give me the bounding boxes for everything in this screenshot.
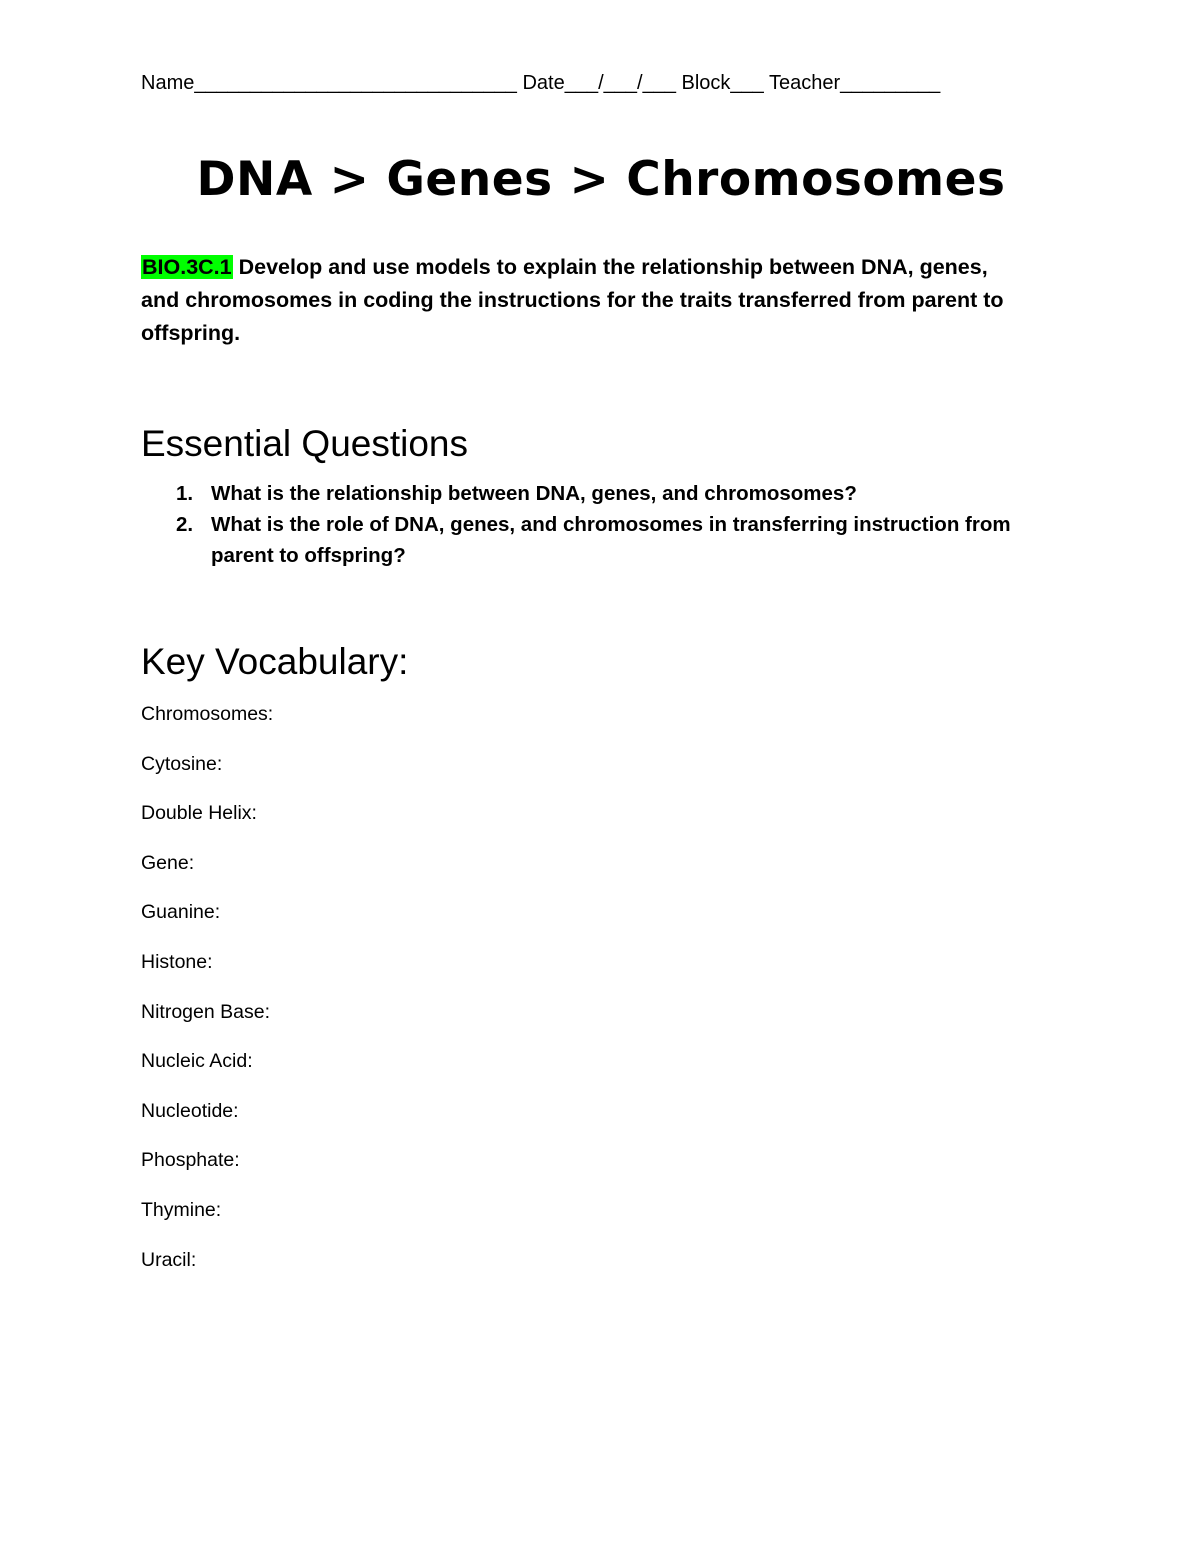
question-item: [141, 509, 1041, 571]
question-text: What is the relationship between DNA, genes, and chromosomes?: [211, 482, 857, 505]
vocab-term: Chromosomes:: [141, 703, 274, 725]
vocab-term: Thymine:: [141, 1198, 222, 1221]
page-title: DNA > Genes > Chromosomes: [196, 152, 1006, 207]
vocab-term: Gene:: [141, 851, 195, 874]
vocab-term: Nucleic Acid:: [141, 1050, 253, 1073]
vocab-term: Nitrogen Base:: [141, 1000, 270, 1023]
vocab-term: Guanine:: [141, 901, 221, 924]
question-text: What is the role of DNA, genes, and chromosomes in transferring instruction from parent to offspring?: [211, 513, 1011, 567]
vocab-term: Nucleotide:: [141, 1099, 239, 1122]
standard-code-highlight: BIO.3C.1: [142, 255, 232, 279]
student-info-line: Name_____________________________ Date___/___/___ Block___ Teacher_________: [141, 72, 941, 94]
standard-statement: [141, 251, 1021, 350]
vocab-term: Histone:: [141, 950, 213, 973]
vocab-term: Cytosine:: [141, 752, 223, 775]
vocab-term: Uracil:: [141, 1248, 197, 1271]
question-number: 2.: [176, 513, 194, 536]
vocabulary-list: [141, 700, 273, 1295]
question-number: 1.: [176, 482, 194, 505]
vocab-term: Double Helix:: [141, 802, 257, 825]
essential-questions-list: [141, 478, 1041, 571]
question-item: [141, 478, 1041, 509]
vocab-term: Phosphate:: [141, 1149, 240, 1172]
essential-questions-heading: Essential Questions: [141, 423, 469, 464]
standard-text: Develop and use models to explain the relationship between DNA, genes, and chromosomes in coding the instructions for the traits transferred from parent to offspring.: [141, 255, 1004, 345]
key-vocabulary-heading: Key Vocabulary:: [141, 641, 409, 682]
